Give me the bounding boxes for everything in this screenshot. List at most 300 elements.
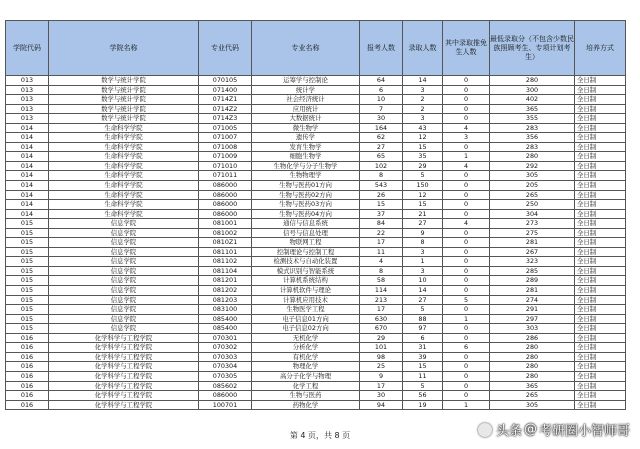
cell-major-name: 控制理论与控制工程	[252, 247, 360, 257]
cell-applicants: 101	[360, 343, 403, 353]
table-row	[6, 228, 626, 238]
cell-exempt-admitted: 0	[443, 209, 490, 219]
table-row	[6, 238, 626, 248]
table-row	[6, 247, 626, 257]
cell-exempt-admitted: 0	[443, 247, 490, 257]
cell-college-code: 015	[6, 238, 49, 248]
cell-college-code: 013	[6, 114, 49, 124]
cell-major-code: 070301	[199, 333, 252, 343]
cell-major-name: 计算机系统结构	[252, 276, 360, 286]
header-college-name: 学院名称	[49, 21, 199, 76]
cell-applicants: 10	[360, 95, 403, 105]
table-row	[6, 286, 626, 296]
cell-admitted: 9	[403, 228, 443, 238]
cell-major-code: 081002	[199, 228, 252, 238]
cell-college-code: 016	[6, 400, 49, 410]
cell-study-mode: 全日制	[575, 381, 626, 391]
cell-college-name: 数学与统计学院	[49, 114, 199, 124]
table-row	[6, 200, 626, 210]
cell-study-mode: 全日制	[575, 142, 626, 152]
cell-college-code: 013	[6, 95, 49, 105]
table-row	[6, 190, 626, 200]
cell-college-code: 015	[6, 276, 49, 286]
cell-study-mode: 全日制	[575, 228, 626, 238]
cell-study-mode: 全日制	[575, 257, 626, 267]
cell-college-name: 信息学院	[49, 266, 199, 276]
cell-min-score: 289	[490, 276, 575, 286]
cell-applicants: 17	[360, 305, 403, 315]
cell-major-name: 计算机软件与理论	[252, 286, 360, 296]
cell-admitted: 11	[403, 371, 443, 381]
cell-min-score: 303	[490, 324, 575, 334]
cell-major-code: 086000	[199, 391, 252, 401]
cell-major-code: 070302	[199, 343, 252, 353]
cell-major-code: 071005	[199, 123, 252, 133]
cell-study-mode: 全日制	[575, 104, 626, 114]
page-footer: 第 4 页，共 8 页	[289, 431, 351, 440]
cell-major-code: 081202	[199, 286, 252, 296]
cell-college-code: 015	[6, 266, 49, 276]
cell-major-code: 081102	[199, 257, 252, 267]
cell-study-mode: 全日制	[575, 76, 626, 86]
cell-exempt-admitted: 0	[443, 333, 490, 343]
cell-min-score: 265	[490, 190, 575, 200]
cell-min-score: 305	[490, 400, 575, 410]
cell-applicants: 543	[360, 181, 403, 191]
cell-min-score: 275	[490, 228, 575, 238]
cell-study-mode: 全日制	[575, 161, 626, 171]
cell-college-code: 016	[6, 343, 49, 353]
cell-college-code: 013	[6, 76, 49, 86]
table-row	[6, 257, 626, 267]
cell-admitted: 15	[403, 142, 443, 152]
cell-study-mode: 全日制	[575, 362, 626, 372]
table-row	[6, 104, 626, 114]
table-row	[6, 400, 626, 410]
cell-study-mode: 全日制	[575, 171, 626, 181]
cell-exempt-admitted: 1	[443, 152, 490, 162]
cell-college-code: 013	[6, 85, 49, 95]
cell-study-mode: 全日制	[575, 276, 626, 286]
cell-college-code: 014	[6, 123, 49, 133]
cell-college-code: 016	[6, 381, 49, 391]
cell-admitted: 3	[403, 114, 443, 124]
cell-applicants: 102	[360, 161, 403, 171]
cell-min-score: 273	[490, 219, 575, 229]
cell-major-name: 无机化学	[252, 333, 360, 343]
cell-major-name: 生物与医药	[252, 391, 360, 401]
cell-college-code: 015	[6, 295, 49, 305]
cell-study-mode: 全日制	[575, 333, 626, 343]
cell-major-name: 生物医学工程	[252, 305, 360, 315]
cell-major-name: 生物物理学	[252, 171, 360, 181]
cell-college-name: 生命科学学院	[49, 123, 199, 133]
cell-major-code: 0810Z1	[199, 238, 252, 248]
cell-applicants: 27	[360, 142, 403, 152]
table-row	[6, 161, 626, 171]
cell-college-code: 014	[6, 181, 49, 191]
cell-major-code: 070105	[199, 76, 252, 86]
cell-applicants: 22	[360, 228, 403, 238]
cell-major-name: 电子信息01方向	[252, 314, 360, 324]
cell-exempt-admitted: 0	[443, 114, 490, 124]
cell-college-name: 化学科学与工程学院	[49, 343, 199, 353]
cell-min-score: 250	[490, 200, 575, 210]
cell-college-name: 生命科学学院	[49, 133, 199, 143]
cell-min-score: 281	[490, 238, 575, 248]
cell-applicants: 37	[360, 209, 403, 219]
cell-admitted: 27	[403, 219, 443, 229]
cell-admitted: 1	[403, 257, 443, 267]
table-row	[6, 362, 626, 372]
cell-college-name: 生命科学学院	[49, 200, 199, 210]
cell-study-mode: 全日制	[575, 324, 626, 334]
cell-applicants: 8	[360, 266, 403, 276]
cell-applicants: 164	[360, 123, 403, 133]
cell-min-score: 274	[490, 295, 575, 305]
table-row	[6, 181, 626, 191]
cell-major-code: 071011	[199, 171, 252, 181]
cell-exempt-admitted: 5	[443, 295, 490, 305]
cell-admitted: 15	[403, 362, 443, 372]
cell-applicants: 58	[360, 276, 403, 286]
cell-college-code: 014	[6, 171, 49, 181]
cell-college-name: 数学与统计学院	[49, 95, 199, 105]
cell-study-mode: 全日制	[575, 371, 626, 381]
cell-applicants: 17	[360, 238, 403, 248]
cell-study-mode: 全日制	[575, 343, 626, 353]
cell-major-name: 遗传学	[252, 133, 360, 143]
cell-min-score: 292	[490, 161, 575, 171]
header-major-code: 专业代码	[199, 21, 252, 76]
cell-admitted: 31	[403, 343, 443, 353]
cell-study-mode: 全日制	[575, 200, 626, 210]
header-study-mode: 培养方式	[575, 21, 626, 76]
cell-study-mode: 全日制	[575, 266, 626, 276]
cell-admitted: 12	[403, 190, 443, 200]
cell-college-name: 信息学院	[49, 219, 199, 229]
cell-min-score: 280	[490, 352, 575, 362]
cell-college-code: 015	[6, 305, 49, 315]
cell-major-code: 071009	[199, 152, 252, 162]
cell-exempt-admitted: 0	[443, 352, 490, 362]
table-row	[6, 295, 626, 305]
cell-college-name: 生命科学学院	[49, 161, 199, 171]
cell-college-code: 016	[6, 371, 49, 381]
table-row	[6, 314, 626, 324]
cell-college-name: 信息学院	[49, 228, 199, 238]
cell-exempt-admitted: 0	[443, 362, 490, 372]
cell-major-code: 085400	[199, 314, 252, 324]
cell-study-mode: 全日制	[575, 209, 626, 219]
cell-major-code: 086000	[199, 209, 252, 219]
cell-admitted: 3	[403, 247, 443, 257]
cell-college-name: 化学科学与工程学院	[49, 333, 199, 343]
cell-study-mode: 全日制	[575, 314, 626, 324]
cell-min-score: 365	[490, 381, 575, 391]
cell-applicants: 670	[360, 324, 403, 334]
cell-min-score: 291	[490, 305, 575, 315]
header-college-code: 学院代码	[6, 21, 49, 76]
cell-applicants: 17	[360, 381, 403, 391]
cell-applicants: 26	[360, 190, 403, 200]
cell-college-name: 生命科学学院	[49, 190, 199, 200]
cell-study-mode: 全日制	[575, 85, 626, 95]
cell-exempt-admitted: 0	[443, 76, 490, 86]
cell-major-code: 085400	[199, 324, 252, 334]
cell-study-mode: 全日制	[575, 219, 626, 229]
cell-college-name: 生命科学学院	[49, 152, 199, 162]
cell-exempt-admitted: 0	[443, 324, 490, 334]
cell-exempt-admitted: 6	[443, 343, 490, 353]
cell-exempt-admitted: 0	[443, 200, 490, 210]
cell-major-name: 社会经济统计	[252, 95, 360, 105]
cell-major-name: 细胞生物学	[252, 152, 360, 162]
cell-exempt-admitted: 0	[443, 85, 490, 95]
cell-major-name: 生物与医药01方向	[252, 181, 360, 191]
cell-major-name: 通信与信息系统	[252, 219, 360, 229]
watermark-at: @	[523, 422, 537, 437]
cell-exempt-admitted: 1	[443, 314, 490, 324]
cell-applicants: 29	[360, 333, 403, 343]
cell-admitted: 27	[403, 295, 443, 305]
table-row	[6, 371, 626, 381]
cell-major-code: 071010	[199, 161, 252, 171]
watermark	[478, 420, 630, 439]
cell-applicants: 84	[360, 219, 403, 229]
cell-exempt-admitted: 0	[443, 190, 490, 200]
cell-admitted: 2	[403, 95, 443, 105]
cell-college-code: 016	[6, 362, 49, 372]
cell-major-name: 生物与医药03方向	[252, 200, 360, 210]
cell-major-code: 081104	[199, 266, 252, 276]
cell-major-name: 分析化学	[252, 343, 360, 353]
cell-exempt-admitted: 4	[443, 219, 490, 229]
cell-major-code: 086000	[199, 200, 252, 210]
table-row	[6, 85, 626, 95]
cell-college-name: 信息学院	[49, 276, 199, 286]
cell-major-code: 081001	[199, 219, 252, 229]
cell-college-name: 化学科学与工程学院	[49, 362, 199, 372]
cell-applicants: 9	[360, 371, 403, 381]
cell-study-mode: 全日制	[575, 295, 626, 305]
cell-applicants: 25	[360, 362, 403, 372]
table-row	[6, 133, 626, 143]
cell-min-score: 286	[490, 333, 575, 343]
cell-major-code: 0714Z3	[199, 114, 252, 124]
cell-major-name: 应用统计	[252, 104, 360, 114]
cell-min-score: 280	[490, 343, 575, 353]
cell-college-name: 信息学院	[49, 247, 199, 257]
cell-college-code: 015	[6, 219, 49, 229]
cell-major-name: 计算机应用技术	[252, 295, 360, 305]
cell-admitted: 5	[403, 305, 443, 315]
table-row	[6, 266, 626, 276]
cell-college-code: 015	[6, 314, 49, 324]
cell-college-code: 015	[6, 324, 49, 334]
cell-college-name: 信息学院	[49, 286, 199, 296]
cell-admitted: 3	[403, 85, 443, 95]
cell-exempt-admitted: 0	[443, 371, 490, 381]
cell-study-mode: 全日制	[575, 181, 626, 191]
cell-college-code: 014	[6, 152, 49, 162]
cell-admitted: 5	[403, 171, 443, 181]
cell-college-name: 信息学院	[49, 238, 199, 248]
cell-study-mode: 全日制	[575, 133, 626, 143]
cell-exempt-admitted: 0	[443, 266, 490, 276]
table-row	[6, 352, 626, 362]
cell-major-name: 生物与医药04方向	[252, 209, 360, 219]
cell-min-score: 267	[490, 247, 575, 257]
cell-major-code: 070304	[199, 362, 252, 372]
table-row	[6, 219, 626, 229]
admissions-table	[5, 20, 626, 410]
cell-min-score: 283	[490, 142, 575, 152]
cell-college-code: 014	[6, 200, 49, 210]
table-row	[6, 343, 626, 353]
cell-admitted: 97	[403, 324, 443, 334]
table-body	[6, 76, 626, 410]
table-row	[6, 391, 626, 401]
cell-college-name: 数学与统计学院	[49, 76, 199, 86]
cell-exempt-admitted: 1	[443, 400, 490, 410]
author-avatar-icon	[478, 423, 492, 437]
cell-college-name: 生命科学学院	[49, 209, 199, 219]
cell-college-code: 015	[6, 228, 49, 238]
cell-exempt-admitted: 0	[443, 276, 490, 286]
cell-major-code: 086000	[199, 190, 252, 200]
cell-applicants: 64	[360, 76, 403, 86]
cell-applicants: 11	[360, 247, 403, 257]
cell-major-code: 0714Z2	[199, 104, 252, 114]
cell-exempt-admitted: 0	[443, 391, 490, 401]
cell-min-score: 297	[490, 314, 575, 324]
table-row	[6, 142, 626, 152]
cell-college-code: 014	[6, 142, 49, 152]
table-row	[6, 123, 626, 133]
cell-major-name: 发育生物学	[252, 142, 360, 152]
cell-major-code: 071400	[199, 85, 252, 95]
cell-major-code: 071008	[199, 142, 252, 152]
cell-exempt-admitted: 0	[443, 181, 490, 191]
cell-applicants: 65	[360, 152, 403, 162]
cell-exempt-admitted: 0	[443, 286, 490, 296]
cell-applicants: 30	[360, 391, 403, 401]
cell-exempt-admitted: 0	[443, 228, 490, 238]
cell-admitted: 29	[403, 161, 443, 171]
cell-min-score: 304	[490, 209, 575, 219]
cell-college-name: 化学科学与工程学院	[49, 352, 199, 362]
cell-major-code: 100701	[199, 400, 252, 410]
cell-admitted: 10	[403, 276, 443, 286]
header-applicants: 报考人数	[360, 21, 403, 76]
cell-admitted: 5	[403, 381, 443, 391]
cell-min-score: 300	[490, 85, 575, 95]
cell-exempt-admitted: 0	[443, 238, 490, 248]
cell-study-mode: 全日制	[575, 400, 626, 410]
cell-major-name: 统计学	[252, 85, 360, 95]
table-row	[6, 152, 626, 162]
cell-college-name: 化学科学与工程学院	[49, 391, 199, 401]
cell-exempt-admitted: 3	[443, 133, 490, 143]
cell-college-code: 015	[6, 247, 49, 257]
cell-major-name: 检测技术与自动化装置	[252, 257, 360, 267]
cell-major-code: 083100	[199, 305, 252, 315]
cell-admitted: 56	[403, 391, 443, 401]
cell-major-name: 模式识别与智能系统	[252, 266, 360, 276]
header-exempt-admitted: 其中录取推免生人数	[443, 21, 490, 76]
cell-min-score: 205	[490, 181, 575, 191]
cell-applicants: 7	[360, 104, 403, 114]
cell-college-name: 化学科学与工程学院	[49, 400, 199, 410]
cell-admitted: 19	[403, 400, 443, 410]
cell-major-code: 071007	[199, 133, 252, 143]
cell-study-mode: 全日制	[575, 352, 626, 362]
cell-college-name: 化学科学与工程学院	[49, 371, 199, 381]
cell-major-name: 生物与医药02方向	[252, 190, 360, 200]
cell-major-code: 081203	[199, 295, 252, 305]
watermark-author: 考研圈小智师哥	[538, 424, 630, 439]
cell-min-score: 283	[490, 123, 575, 133]
table-row	[6, 381, 626, 391]
cell-applicants: 94	[360, 400, 403, 410]
table-row	[6, 76, 626, 86]
cell-study-mode: 全日制	[575, 247, 626, 257]
cell-exempt-admitted: 0	[443, 381, 490, 391]
cell-exempt-admitted: 0	[443, 104, 490, 114]
watermark-source: 头条	[495, 424, 522, 439]
cell-college-code: 015	[6, 257, 49, 267]
cell-college-name: 信息学院	[49, 314, 199, 324]
cell-major-name: 物理化学	[252, 362, 360, 372]
cell-major-name: 电子信息02方向	[252, 324, 360, 334]
cell-college-code: 014	[6, 161, 49, 171]
table-row	[6, 276, 626, 286]
table-row	[6, 305, 626, 315]
cell-applicants: 30	[360, 114, 403, 124]
cell-applicants: 98	[360, 352, 403, 362]
cell-admitted: 8	[403, 238, 443, 248]
cell-major-name: 生物化学与分子生物学	[252, 161, 360, 171]
cell-major-name: 运筹学与控制论	[252, 76, 360, 86]
cell-min-score: 365	[490, 104, 575, 114]
cell-college-code: 016	[6, 352, 49, 362]
table-row	[6, 333, 626, 343]
cell-college-name: 生命科学学院	[49, 171, 199, 181]
cell-min-score: 280	[490, 152, 575, 162]
cell-applicants: 62	[360, 133, 403, 143]
cell-min-score: 355	[490, 114, 575, 124]
cell-college-name: 信息学院	[49, 324, 199, 334]
cell-college-name: 信息学院	[49, 295, 199, 305]
cell-exempt-admitted: 0	[443, 142, 490, 152]
cell-college-code: 014	[6, 190, 49, 200]
header-min-score: 最低录取分（不包含少数民族照顾考生、专项计划考生）	[490, 21, 575, 76]
cell-admitted: 14	[403, 286, 443, 296]
cell-college-name: 数学与统计学院	[49, 104, 199, 114]
cell-study-mode: 全日制	[575, 305, 626, 315]
cell-applicants: 114	[360, 286, 403, 296]
cell-major-name: 微生物学	[252, 123, 360, 133]
header-major-name: 专业名称	[252, 21, 360, 76]
cell-study-mode: 全日制	[575, 114, 626, 124]
cell-applicants: 15	[360, 200, 403, 210]
cell-study-mode: 全日制	[575, 391, 626, 401]
cell-study-mode: 全日制	[575, 152, 626, 162]
cell-exempt-admitted: 0	[443, 171, 490, 181]
cell-college-name: 化学科学与工程学院	[49, 381, 199, 391]
cell-college-code: 016	[6, 391, 49, 401]
